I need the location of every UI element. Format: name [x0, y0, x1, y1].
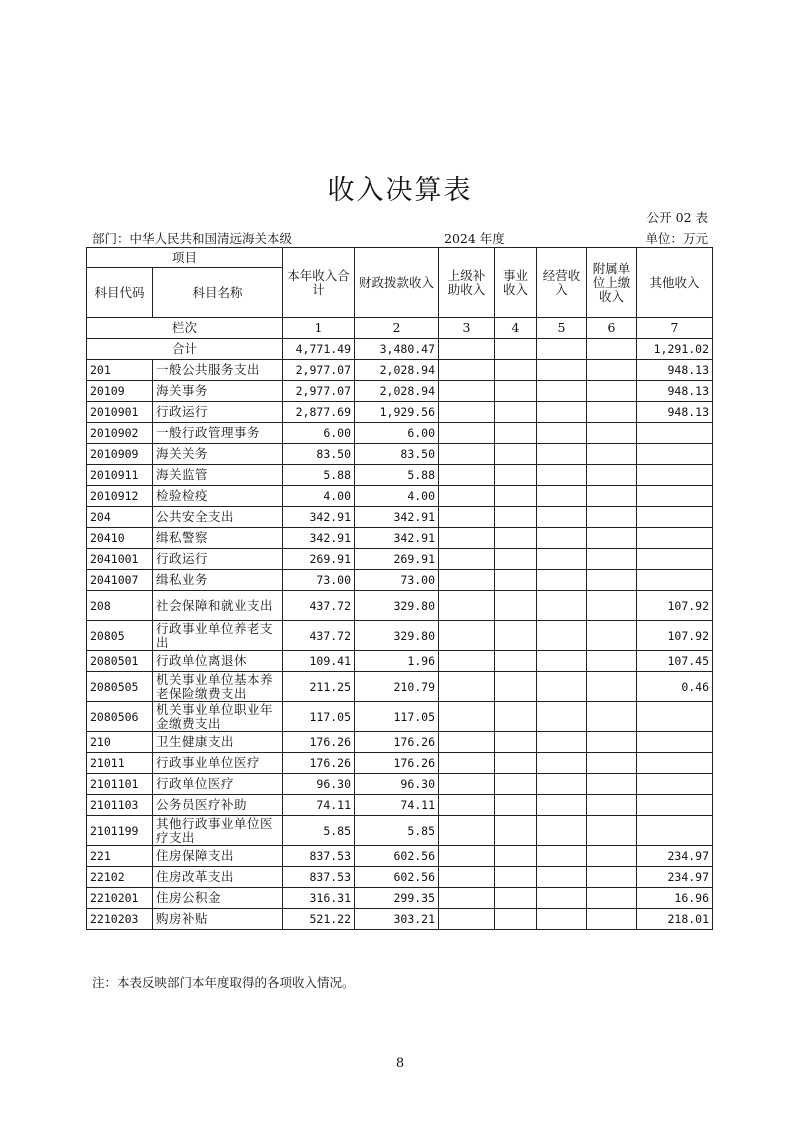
amount-cell — [637, 570, 713, 591]
table-row — [87, 465, 713, 486]
subject-name: 一般公共服务支出 — [153, 360, 283, 381]
table-note: 注：本表反映部门本年度取得的各项收入情况。 — [92, 975, 355, 990]
amount-cell — [439, 816, 495, 846]
column-number: 1 — [283, 318, 355, 339]
amount-cell — [495, 888, 537, 909]
subject-code: 208 — [87, 591, 153, 621]
subject-code: 21011 — [87, 753, 153, 774]
amount-cell — [637, 507, 713, 528]
amount-cell — [439, 486, 495, 507]
table-row — [87, 507, 713, 528]
table-row — [87, 888, 713, 909]
amount-cell — [439, 774, 495, 795]
subject-code: 2041001 — [87, 549, 153, 570]
subject-code: 221 — [87, 846, 153, 867]
amount-cell: 5.88 — [283, 465, 355, 486]
amount-cell — [439, 753, 495, 774]
amount-cell: 234.97 — [637, 846, 713, 867]
subject-name: 卫生健康支出 — [153, 732, 283, 753]
amount-cell: 602.56 — [355, 867, 439, 888]
subject-name: 社会保障和就业支出 — [153, 591, 283, 621]
header-name: 科目名称 — [153, 268, 283, 318]
amount-cell — [495, 549, 537, 570]
amount-cell: 837.53 — [283, 846, 355, 867]
amount-cell — [495, 774, 537, 795]
table-row — [87, 846, 713, 867]
header-operating: 经营收入 — [537, 248, 587, 318]
amount-cell — [587, 402, 637, 423]
total-label: 合计 — [87, 339, 283, 360]
subject-code: 2010911 — [87, 465, 153, 486]
amount-cell — [587, 528, 637, 549]
amount-cell — [587, 732, 637, 753]
subject-name: 行政运行 — [153, 402, 283, 423]
amount-cell — [587, 702, 637, 732]
subject-name: 机关事业单位基本养老保险缴费支出 — [153, 672, 283, 702]
amount-cell: 73.00 — [355, 570, 439, 591]
table-row — [87, 702, 713, 732]
amount-cell: 329.80 — [355, 591, 439, 621]
amount-cell: 218.01 — [637, 909, 713, 930]
subject-name: 检验检疫 — [153, 486, 283, 507]
amount-cell — [495, 423, 537, 444]
amount-cell — [439, 528, 495, 549]
amount-cell — [439, 909, 495, 930]
column-number: 7 — [637, 318, 713, 339]
amount-cell: 0.46 — [637, 672, 713, 702]
amount-cell — [587, 753, 637, 774]
amount-cell — [495, 621, 537, 651]
table-row — [87, 423, 713, 444]
amount-cell — [495, 672, 537, 702]
amount-cell — [587, 888, 637, 909]
amount-cell — [537, 651, 587, 672]
form-number: 公开 02 表 — [646, 210, 708, 225]
subject-name: 行政单位离退休 — [153, 651, 283, 672]
subject-code: 20410 — [87, 528, 153, 549]
amount-cell — [537, 444, 587, 465]
amount-cell: 2,877.69 — [283, 402, 355, 423]
amount-cell — [637, 816, 713, 846]
amount-cell — [587, 486, 637, 507]
amount-cell — [537, 381, 587, 402]
total-value: 1,291.02 — [637, 339, 713, 360]
amount-cell — [587, 570, 637, 591]
amount-cell — [537, 621, 587, 651]
amount-cell — [637, 702, 713, 732]
table-row — [87, 909, 713, 930]
table-row — [87, 774, 713, 795]
amount-cell — [587, 507, 637, 528]
subject-name: 公务员医疗补助 — [153, 795, 283, 816]
amount-cell — [637, 795, 713, 816]
amount-cell — [495, 528, 537, 549]
table-row — [87, 816, 713, 846]
amount-cell: 1.96 — [355, 651, 439, 672]
subject-code: 204 — [87, 507, 153, 528]
amount-cell — [495, 867, 537, 888]
amount-cell: 2,977.07 — [283, 381, 355, 402]
subject-code: 2080505 — [87, 672, 153, 702]
amount-cell — [439, 465, 495, 486]
table-row — [87, 651, 713, 672]
amount-cell — [587, 867, 637, 888]
column-number: 5 — [537, 318, 587, 339]
amount-cell: 16.96 — [637, 888, 713, 909]
amount-cell: 342.91 — [355, 507, 439, 528]
amount-cell — [495, 381, 537, 402]
amount-cell — [439, 444, 495, 465]
amount-cell: 342.91 — [355, 528, 439, 549]
amount-cell — [537, 672, 587, 702]
amount-cell — [537, 867, 587, 888]
amount-cell — [495, 444, 537, 465]
amount-cell — [495, 465, 537, 486]
amount-cell — [439, 795, 495, 816]
total-value — [439, 339, 495, 360]
table-row — [87, 867, 713, 888]
amount-cell — [587, 423, 637, 444]
amount-cell — [495, 402, 537, 423]
subject-name: 海关关务 — [153, 444, 283, 465]
amount-cell — [587, 444, 637, 465]
amount-cell — [587, 549, 637, 570]
amount-cell: 2,028.94 — [355, 381, 439, 402]
amount-cell — [587, 651, 637, 672]
subject-code: 2010912 — [87, 486, 153, 507]
amount-cell: 2,028.94 — [355, 360, 439, 381]
total-value: 3,480.47 — [355, 339, 439, 360]
amount-cell — [637, 486, 713, 507]
subject-code: 2041007 — [87, 570, 153, 591]
amount-cell — [495, 570, 537, 591]
amount-cell — [637, 732, 713, 753]
amount-cell — [587, 621, 637, 651]
header-total: 本年收入合计 — [283, 248, 355, 318]
amount-cell: 303.21 — [355, 909, 439, 930]
amount-cell — [637, 444, 713, 465]
amount-cell — [495, 651, 537, 672]
amount-cell — [587, 465, 637, 486]
column-number-row — [87, 318, 713, 339]
amount-cell — [587, 846, 637, 867]
amount-cell — [537, 591, 587, 621]
amount-cell: 5.85 — [283, 816, 355, 846]
subject-name: 行政事业单位医疗 — [153, 753, 283, 774]
amount-cell — [439, 732, 495, 753]
table-row — [87, 672, 713, 702]
subject-code: 201 — [87, 360, 153, 381]
amount-cell: 4.00 — [355, 486, 439, 507]
amount-cell — [439, 888, 495, 909]
table-row — [87, 591, 713, 621]
amount-cell — [537, 795, 587, 816]
amount-cell — [495, 846, 537, 867]
amount-cell: 299.35 — [355, 888, 439, 909]
amount-cell: 6.00 — [355, 423, 439, 444]
column-number: 3 — [439, 318, 495, 339]
amount-cell — [537, 909, 587, 930]
amount-cell: 176.26 — [355, 753, 439, 774]
subject-name: 公共安全支出 — [153, 507, 283, 528]
amount-cell: 74.11 — [355, 795, 439, 816]
fiscal-year: 2024 年度 — [444, 231, 505, 246]
subject-code: 2101101 — [87, 774, 153, 795]
amount-cell: 176.26 — [283, 753, 355, 774]
header-superior: 上级补助收入 — [439, 248, 495, 318]
subject-code: 20805 — [87, 621, 153, 651]
amount-cell — [439, 402, 495, 423]
amount-cell: 176.26 — [355, 732, 439, 753]
amount-cell — [537, 732, 587, 753]
amount-cell: 234.97 — [637, 867, 713, 888]
amount-cell — [537, 816, 587, 846]
amount-cell — [495, 591, 537, 621]
amount-cell: 176.26 — [283, 732, 355, 753]
table-row — [87, 444, 713, 465]
column-number: 2 — [355, 318, 439, 339]
amount-cell — [495, 486, 537, 507]
amount-cell: 73.00 — [283, 570, 355, 591]
table-row — [87, 381, 713, 402]
total-value — [587, 339, 637, 360]
amount-cell: 329.80 — [355, 621, 439, 651]
amount-cell — [495, 909, 537, 930]
header-code: 科目代码 — [87, 268, 153, 318]
amount-cell — [537, 549, 587, 570]
amount-cell: 107.45 — [637, 651, 713, 672]
amount-cell — [637, 423, 713, 444]
amount-cell: 602.56 — [355, 846, 439, 867]
amount-cell — [439, 507, 495, 528]
subject-name: 行政单位医疗 — [153, 774, 283, 795]
table-row — [87, 795, 713, 816]
amount-cell: 74.11 — [283, 795, 355, 816]
amount-cell: 109.41 — [283, 651, 355, 672]
subject-name: 住房改革支出 — [153, 867, 283, 888]
amount-cell: 837.53 — [283, 867, 355, 888]
amount-cell — [439, 591, 495, 621]
subject-code: 2210203 — [87, 909, 153, 930]
amount-cell: 948.13 — [637, 402, 713, 423]
amount-cell — [439, 651, 495, 672]
amount-cell: 5.85 — [355, 816, 439, 846]
amount-cell — [537, 360, 587, 381]
amount-cell: 342.91 — [283, 507, 355, 528]
amount-cell: 107.92 — [637, 591, 713, 621]
column-number: 4 — [495, 318, 537, 339]
table-row — [87, 753, 713, 774]
header-business: 事业收入 — [495, 248, 537, 318]
header-fiscal: 财政拨款收入 — [355, 248, 439, 318]
subject-code: 2101103 — [87, 795, 153, 816]
subject-name: 海关事务 — [153, 381, 283, 402]
amount-cell — [537, 846, 587, 867]
amount-cell — [587, 795, 637, 816]
subject-name: 其他行政事业单位医疗支出 — [153, 816, 283, 846]
amount-cell: 342.91 — [283, 528, 355, 549]
subject-code: 2210201 — [87, 888, 153, 909]
amount-cell — [637, 465, 713, 486]
table-row — [87, 360, 713, 381]
amount-cell — [537, 486, 587, 507]
header-affiliated: 附属单位上缴收入 — [587, 248, 637, 318]
amount-cell — [439, 423, 495, 444]
subject-name: 海关监管 — [153, 465, 283, 486]
subject-code: 210 — [87, 732, 153, 753]
subject-code: 2010909 — [87, 444, 153, 465]
amount-cell: 107.92 — [637, 621, 713, 651]
amount-cell — [587, 816, 637, 846]
subject-name: 行政事业单位养老支出 — [153, 621, 283, 651]
amount-cell — [537, 888, 587, 909]
amount-cell — [587, 591, 637, 621]
page-number: 8 — [395, 1056, 405, 1071]
amount-cell: 521.22 — [283, 909, 355, 930]
amount-cell: 5.88 — [355, 465, 439, 486]
amount-cell — [537, 753, 587, 774]
amount-cell: 83.50 — [355, 444, 439, 465]
page-title: 收入决算表 — [327, 175, 473, 206]
amount-cell — [587, 381, 637, 402]
amount-cell — [495, 732, 537, 753]
amount-cell — [439, 621, 495, 651]
unit-label: 单位：万元 — [645, 231, 708, 246]
amount-cell — [587, 774, 637, 795]
amount-cell — [439, 381, 495, 402]
table-row — [87, 549, 713, 570]
amount-cell: 4.00 — [283, 486, 355, 507]
amount-cell — [537, 774, 587, 795]
total-value: 4,771.49 — [283, 339, 355, 360]
amount-cell: 83.50 — [283, 444, 355, 465]
amount-cell: 2,977.07 — [283, 360, 355, 381]
subject-name: 行政运行 — [153, 549, 283, 570]
amount-cell: 210.79 — [355, 672, 439, 702]
amount-cell — [495, 507, 537, 528]
subject-code: 2080506 — [87, 702, 153, 732]
subject-code: 2080501 — [87, 651, 153, 672]
amount-cell — [637, 549, 713, 570]
amount-cell: 948.13 — [637, 360, 713, 381]
subject-name: 住房公积金 — [153, 888, 283, 909]
amount-cell: 1,929.56 — [355, 402, 439, 423]
amount-cell — [587, 909, 637, 930]
department-label: 部门：中华人民共和国清远海关本级 — [92, 231, 293, 246]
amount-cell — [637, 528, 713, 549]
amount-cell: 437.72 — [283, 591, 355, 621]
amount-cell — [587, 360, 637, 381]
total-value — [495, 339, 537, 360]
column-number: 6 — [587, 318, 637, 339]
amount-cell — [495, 795, 537, 816]
table-row — [87, 570, 713, 591]
header-other: 其他收入 — [637, 248, 713, 318]
amount-cell: 117.05 — [355, 702, 439, 732]
header-item: 项目 — [87, 248, 283, 268]
amount-cell — [439, 570, 495, 591]
amount-cell — [439, 702, 495, 732]
amount-cell — [537, 507, 587, 528]
amount-cell — [637, 753, 713, 774]
amount-cell — [537, 423, 587, 444]
subject-name: 住房保障支出 — [153, 846, 283, 867]
subject-code: 2010902 — [87, 423, 153, 444]
subject-name: 一般行政管理事务 — [153, 423, 283, 444]
amount-cell — [439, 846, 495, 867]
amount-cell: 437.72 — [283, 621, 355, 651]
subject-name: 缉私警察 — [153, 528, 283, 549]
amount-cell: 211.25 — [283, 672, 355, 702]
amount-cell — [587, 672, 637, 702]
amount-cell: 6.00 — [283, 423, 355, 444]
table-row — [87, 486, 713, 507]
amount-cell: 96.30 — [355, 774, 439, 795]
amount-cell: 948.13 — [637, 381, 713, 402]
table-row — [87, 621, 713, 651]
amount-cell: 117.05 — [283, 702, 355, 732]
amount-cell — [537, 702, 587, 732]
amount-cell — [439, 360, 495, 381]
total-value — [537, 339, 587, 360]
subject-code: 20109 — [87, 381, 153, 402]
subject-code: 2101199 — [87, 816, 153, 846]
table-row — [87, 402, 713, 423]
subject-name: 缉私业务 — [153, 570, 283, 591]
total-row — [87, 339, 713, 360]
amount-cell — [439, 672, 495, 702]
amount-cell — [439, 867, 495, 888]
amount-cell — [495, 360, 537, 381]
amount-cell — [495, 816, 537, 846]
amount-cell — [439, 549, 495, 570]
amount-cell — [495, 753, 537, 774]
subject-code: 2010901 — [87, 402, 153, 423]
amount-cell — [537, 528, 587, 549]
subject-code: 22102 — [87, 867, 153, 888]
subject-name: 机关事业单位职业年金缴费支出 — [153, 702, 283, 732]
amount-cell — [537, 402, 587, 423]
column-label: 栏次 — [87, 318, 283, 339]
amount-cell — [537, 465, 587, 486]
amount-cell — [537, 570, 587, 591]
table-row — [87, 528, 713, 549]
amount-cell: 269.91 — [355, 549, 439, 570]
table-row — [87, 732, 713, 753]
amount-cell — [637, 774, 713, 795]
income-statement-table — [86, 247, 713, 930]
amount-cell: 269.91 — [283, 549, 355, 570]
amount-cell: 316.31 — [283, 888, 355, 909]
amount-cell: 96.30 — [283, 774, 355, 795]
subject-name: 购房补贴 — [153, 909, 283, 930]
amount-cell — [495, 702, 537, 732]
